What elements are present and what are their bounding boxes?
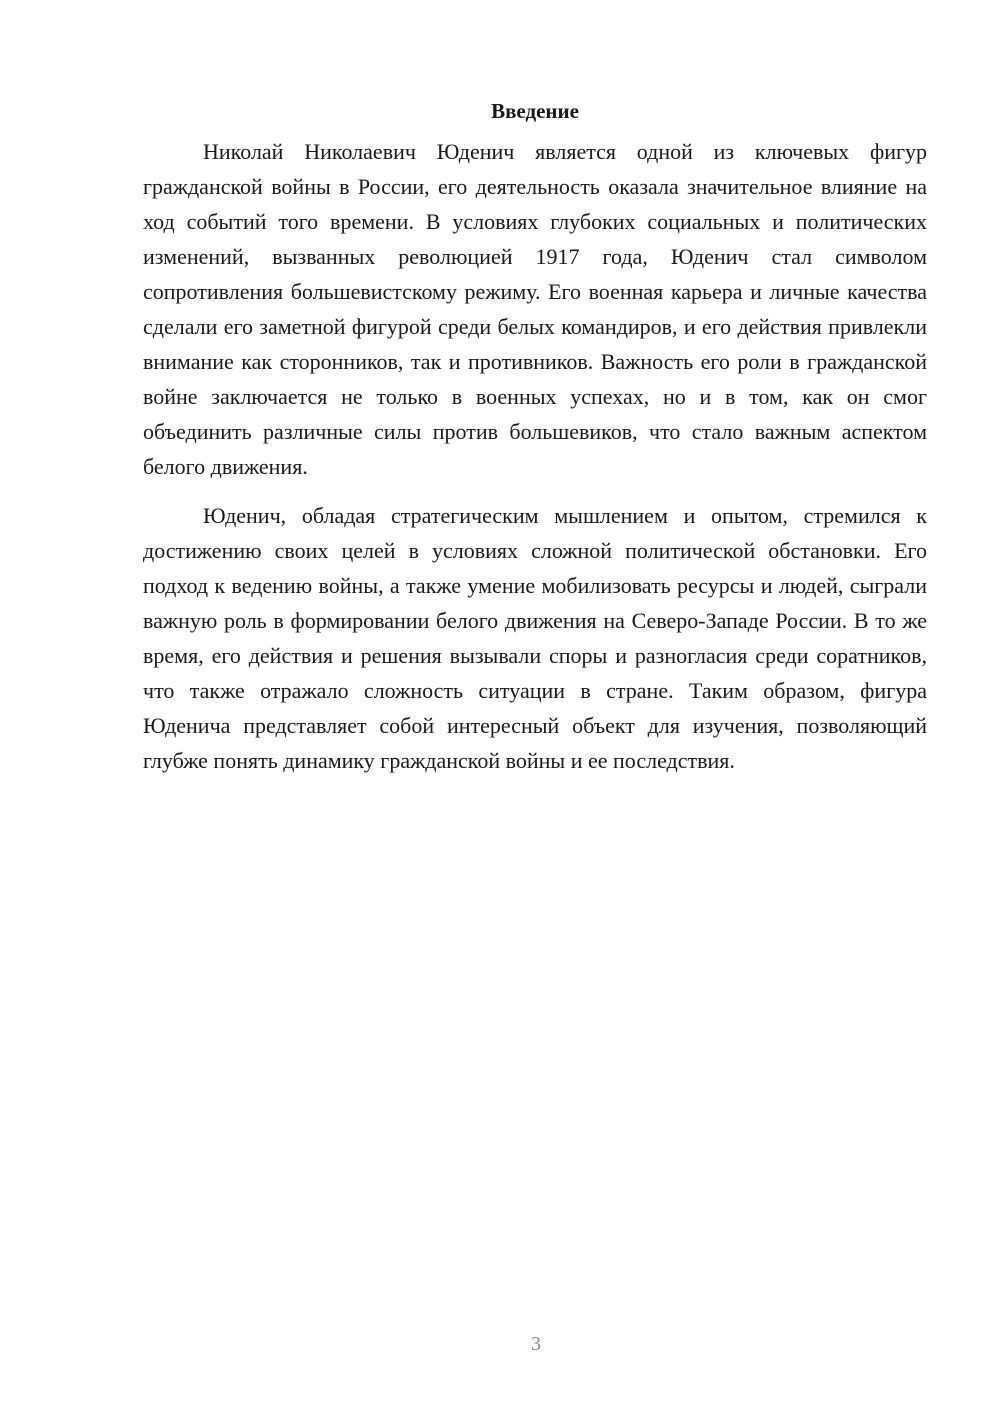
page-body — [143, 96, 927, 792]
paragraph-2: Юденич, обладая стратегическим мышлением и опытом, стремился к достижению своих целей в условиях сложной политической обстановки. Его подход к ведению войны, а также умение мобилизовать ресурсы и людей, сыграли важную роль в формировании белого движения на Северо-Западе России. В то же время, его действия и решения вызывали споры и разногласия среди соратников, что также отражало сложность ситуации в стране. Таким образом, фигура Юденича представляет собой интересный объект для изучения, позволяющий глубже понять динамику гражданской войны и ее последствия. — [143, 503, 927, 773]
page-number: 3 — [531, 1333, 541, 1355]
section-heading: Введение — [491, 99, 579, 123]
paragraph-1: Николай Николаевич Юденич является одной из ключевых фигур гражданской войны в России, его деятельность оказала значительное влияние на ход событий того времени. В условиях глубоких социальных и политических изменений, вызванных революцией 1917 года, Юденич стал символом сопротивления большевистскому режиму. Его военная карьера и личные качества сделали его заметной фигурой среди белых командиров, и его действия привлекли внимание как сторонников, так и противников. Важность его роли в гражданской войне заключается не только в военных успехах, но и в том, как он смог объединить различные силы против большевиков, что стало важным аспектом белого движения. — [143, 139, 927, 479]
